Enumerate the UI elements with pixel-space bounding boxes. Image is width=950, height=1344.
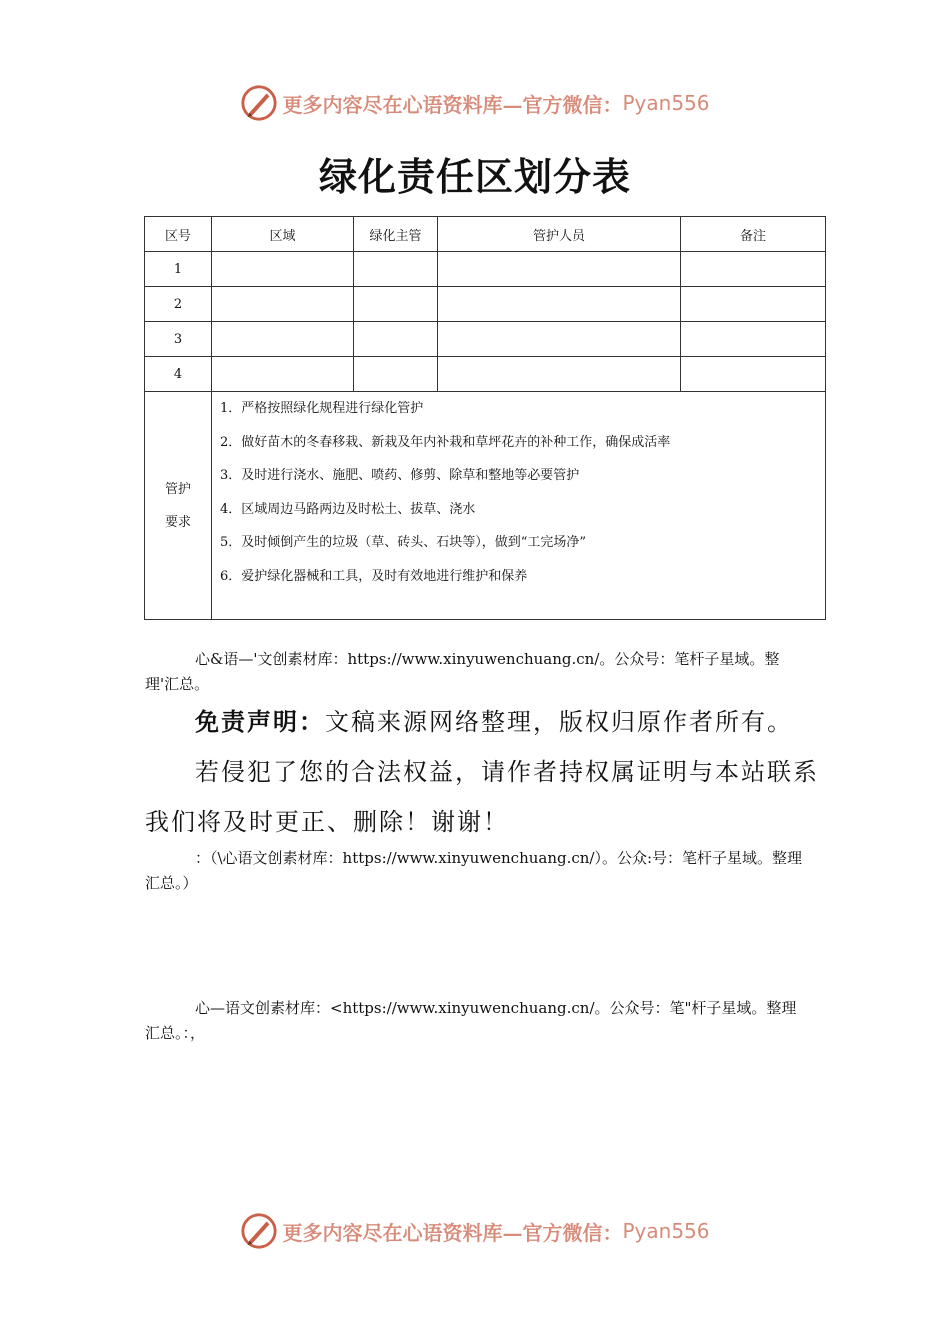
empty-cell [212, 252, 354, 287]
empty-cell [354, 252, 438, 287]
zone-number-cell: 3 [145, 322, 212, 357]
empty-cell [438, 357, 681, 392]
empty-cell [438, 322, 681, 357]
disclaimer-text: 我们将及时更正、删除！谢谢！ [145, 808, 509, 836]
banner-text: 更多内容尽在心语资料库—官方微信： [282, 1220, 623, 1245]
requirements-label-line: 管护 [164, 481, 191, 497]
zone-number-cell: 4 [145, 357, 212, 392]
empty-cell [212, 287, 354, 322]
header-banner [0, 83, 950, 123]
requirement-item: 1．严格按照绿化规程进行绿化管护 [220, 401, 424, 416]
pen-logo-icon [240, 1212, 278, 1250]
requirements-label [145, 392, 212, 620]
table-header-row [145, 217, 826, 252]
empty-cell [681, 287, 826, 322]
page-title: 绿化责任区划分表 [318, 155, 631, 199]
table-row [145, 357, 826, 392]
footer-note: ：（\心语文创素材库：https://www.xinyuwenchuang.cn/）。公众:号：笔杆子星域。整理汇总。） [145, 849, 803, 892]
header-cell: 备注 [681, 217, 826, 252]
empty-cell [681, 252, 826, 287]
empty-cell [212, 322, 354, 357]
empty-cell [354, 357, 438, 392]
requirement-item: 6．爱护绿化器械和工具，及时有效地进行维护和保养 [220, 568, 528, 584]
requirement-item: 5．及时倾倒产生的垃圾（草、砖头、石块等），做到“工完场净” [220, 535, 587, 550]
table-row [145, 252, 826, 287]
requirement-item: 3．及时进行浇水、施肥、喷药、修剪、除草和整地等必要管护 [220, 468, 580, 483]
banner-wechat-id: Pyan556 [622, 91, 710, 115]
header-cell: 绿化主管 [354, 217, 438, 252]
disclaimer-label: 免责声明： [195, 708, 325, 736]
requirements-label-line: 要求 [164, 514, 191, 530]
pen-logo-icon [240, 84, 278, 122]
empty-cell [354, 287, 438, 322]
empty-cell [212, 357, 354, 392]
responsibility-table [144, 216, 826, 620]
header-cell: 管护人员 [438, 217, 681, 252]
requirements-list [212, 392, 826, 620]
table-row [145, 322, 826, 357]
empty-cell [438, 252, 681, 287]
footer-note: 心&语—'文创素材库：https://www.xinyuwenchuang.cn/。公众号：笔杆子星域。整理'汇总。 [145, 650, 780, 693]
requirements-row [145, 392, 826, 620]
table-row [145, 287, 826, 322]
empty-cell [438, 287, 681, 322]
empty-cell [354, 322, 438, 357]
disclaimer-text: 文稿来源网络整理，版权归原作者所有。 [325, 708, 793, 736]
empty-cell [681, 322, 826, 357]
zone-number-cell: 2 [145, 287, 212, 322]
header-cell: 区号 [145, 217, 212, 252]
header-cell: 区域 [212, 217, 354, 252]
disclaimer-text: 若侵犯了您的合法权益，请作者持权属证明与本站联系 [195, 758, 819, 786]
banner-text: 更多内容尽在心语资料库—官方微信： [282, 92, 623, 117]
disclaimer-line [145, 697, 825, 747]
footer-banner [0, 1211, 950, 1251]
requirement-item: 2．做好苗木的冬春移栽、新栽及年内补栽和草坪花卉的补种工作，确保成活率 [220, 434, 671, 450]
banner-wechat-id: Pyan556 [622, 1219, 710, 1243]
empty-cell [681, 357, 826, 392]
footer-note: 心—语文创素材库：<https://www.xinyuwenchuang.cn/。公众号：笔"杆子星域。整理汇总。：， [145, 999, 797, 1042]
requirement-item: 4．区域周边马路两边及时松土、拔草、浇水 [220, 501, 476, 517]
zone-number-cell: 1 [145, 252, 212, 287]
